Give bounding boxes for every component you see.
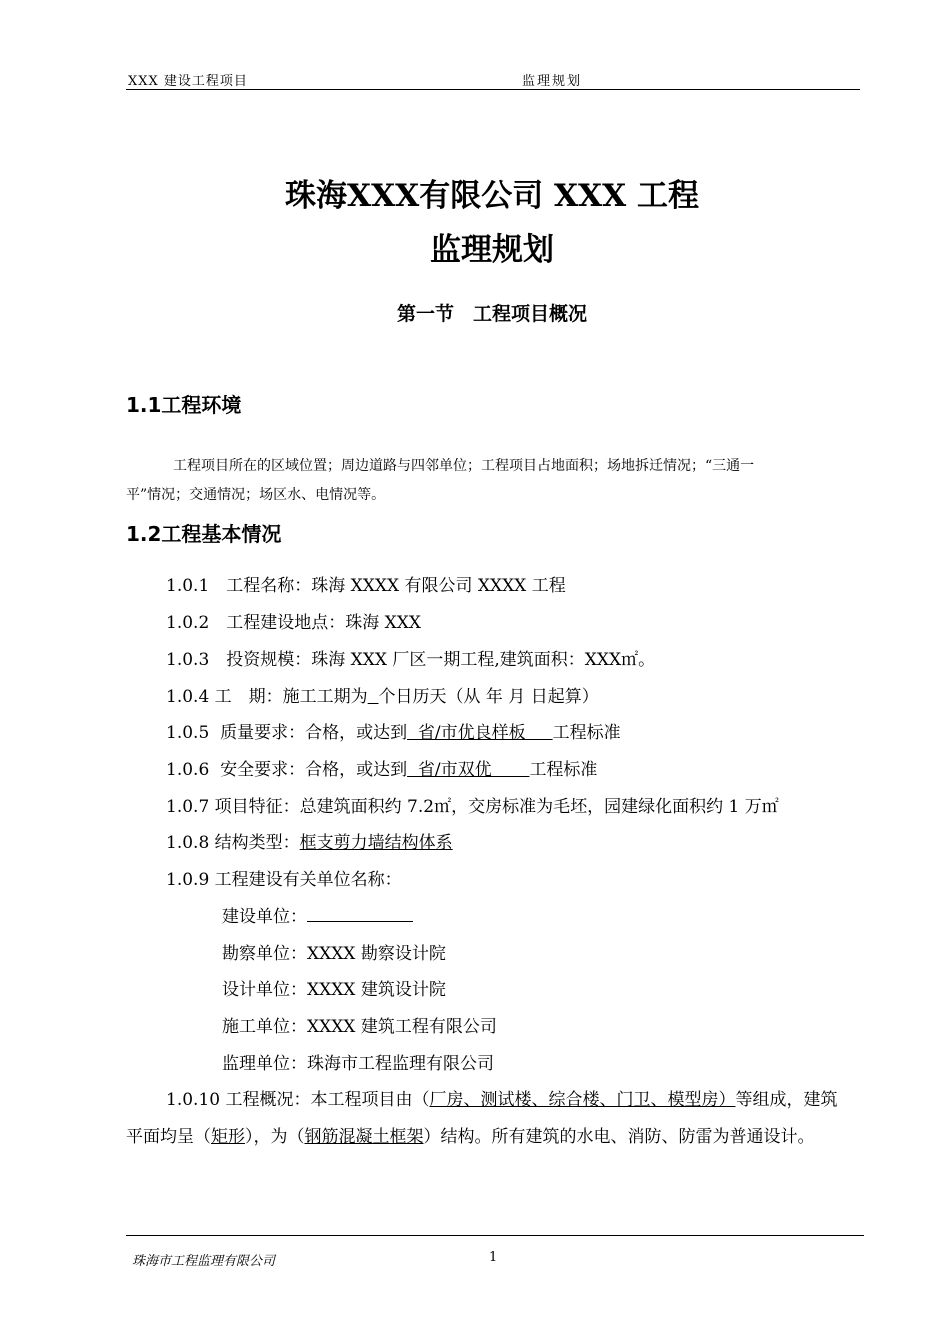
item-project-name: 1.0.1 工程名称：珠海 XXXX 有限公司 XXXX 工程: [166, 576, 566, 596]
overview-pre: 1.0.10 工程概况：本工程项目由（: [166, 1090, 430, 1110]
heading-1-2: 1.2工程基本情况: [126, 522, 282, 546]
unit-survey: 勘察单位：XXXX 勘察设计院: [222, 944, 446, 964]
item-quality: [166, 718, 621, 743]
item-schedule-post: 个日历天（从 年 月 日起算）: [378, 687, 599, 707]
item-quality-pre: 1.0.5 质量要求：合格，或达到: [166, 723, 408, 743]
item-structure-type: [166, 828, 453, 853]
header-project-name: XXX 建设工程项目: [128, 74, 248, 89]
item-safety-post: 工程标准: [529, 760, 598, 780]
item-schedule: [166, 682, 599, 707]
item-safety: [166, 755, 597, 780]
overview-post: 等组成，建筑: [735, 1090, 838, 1110]
section-title: 第一节 工程项目概况: [396, 303, 587, 325]
footer-divider: [126, 1235, 864, 1236]
item-safety-standard: 省/市双优: [407, 760, 530, 780]
unit-build: [222, 902, 413, 927]
page-number: 1: [489, 1250, 498, 1265]
document-title-line1: 珠海XXX有限公司 XXX 工程: [285, 178, 699, 214]
overview-l2-mid: ），为（: [245, 1127, 305, 1147]
item-safety-pre: 1.0.6 安全要求：合格，或达到: [166, 760, 408, 780]
heading-1-1: 1.1工程环境: [126, 393, 242, 417]
item-project-location: 1.0.2 工程建设地点：珠海 XXX: [166, 613, 421, 633]
unit-build-label: 建设单位：: [222, 907, 307, 927]
env-paragraph-line2: 平”情况；交通情况；场区水、电情况等。: [126, 487, 386, 503]
item-structure-pre: 1.0.8 结构类型：: [166, 833, 300, 853]
unit-design: 设计单位：XXXX 建筑设计院: [222, 980, 446, 1000]
overview-shape: 矩形: [211, 1127, 245, 1147]
item-units-heading: 1.0.9 工程建设有关单位名称：: [166, 870, 402, 890]
item-schedule-blank: [368, 687, 379, 707]
item-quality-post: 工程标准: [552, 723, 621, 743]
item-features: 1.0.7 项目特征：总建筑面积约 7.2㎡，交房标准为毛坯，园建绿化面积约 1 万㎡: [166, 797, 779, 817]
unit-supervise: 监理单位：珠海市工程监理有限公司: [222, 1054, 494, 1074]
item-schedule-pre: 1.0.4 工 期：施工工期为: [166, 687, 368, 707]
overview-structure: 钢筋混凝土框架: [304, 1127, 424, 1147]
unit-build-blank: [307, 905, 413, 922]
item-structure-value: 框支剪力墙结构体系: [299, 833, 453, 853]
item-investment-scale: 1.0.3 投资规模：珠海 XXX 厂区一期工程,建筑面积：XXX㎡。: [166, 650, 656, 670]
env-paragraph-line1: 工程项目所在的区域位置；周边道路与四邻单位；工程项目占地面积；场地拆迁情况；“三通一: [173, 458, 755, 474]
unit-construct: 施工单位：XXXX 建筑工程有限公司: [222, 1017, 497, 1037]
overview-buildings: 厂房、测试楼、综合楼、门卫、模型房）: [429, 1090, 736, 1110]
item-overview-line2: [126, 1122, 815, 1147]
overview-l2-pre: 平面均呈（: [126, 1127, 211, 1147]
item-overview-line1: [166, 1085, 837, 1110]
document-title-line2: 监理规划: [430, 232, 554, 268]
header-doc-title: 监理规划: [522, 74, 583, 89]
footer-company: 珠海市工程监理有限公司: [132, 1254, 276, 1269]
header-divider: [126, 89, 860, 90]
item-quality-standard: 省/市优良样板: [407, 723, 553, 743]
overview-l2-post: ）结构。所有建筑的水电、消防、防雷为普通设计。: [423, 1127, 815, 1147]
